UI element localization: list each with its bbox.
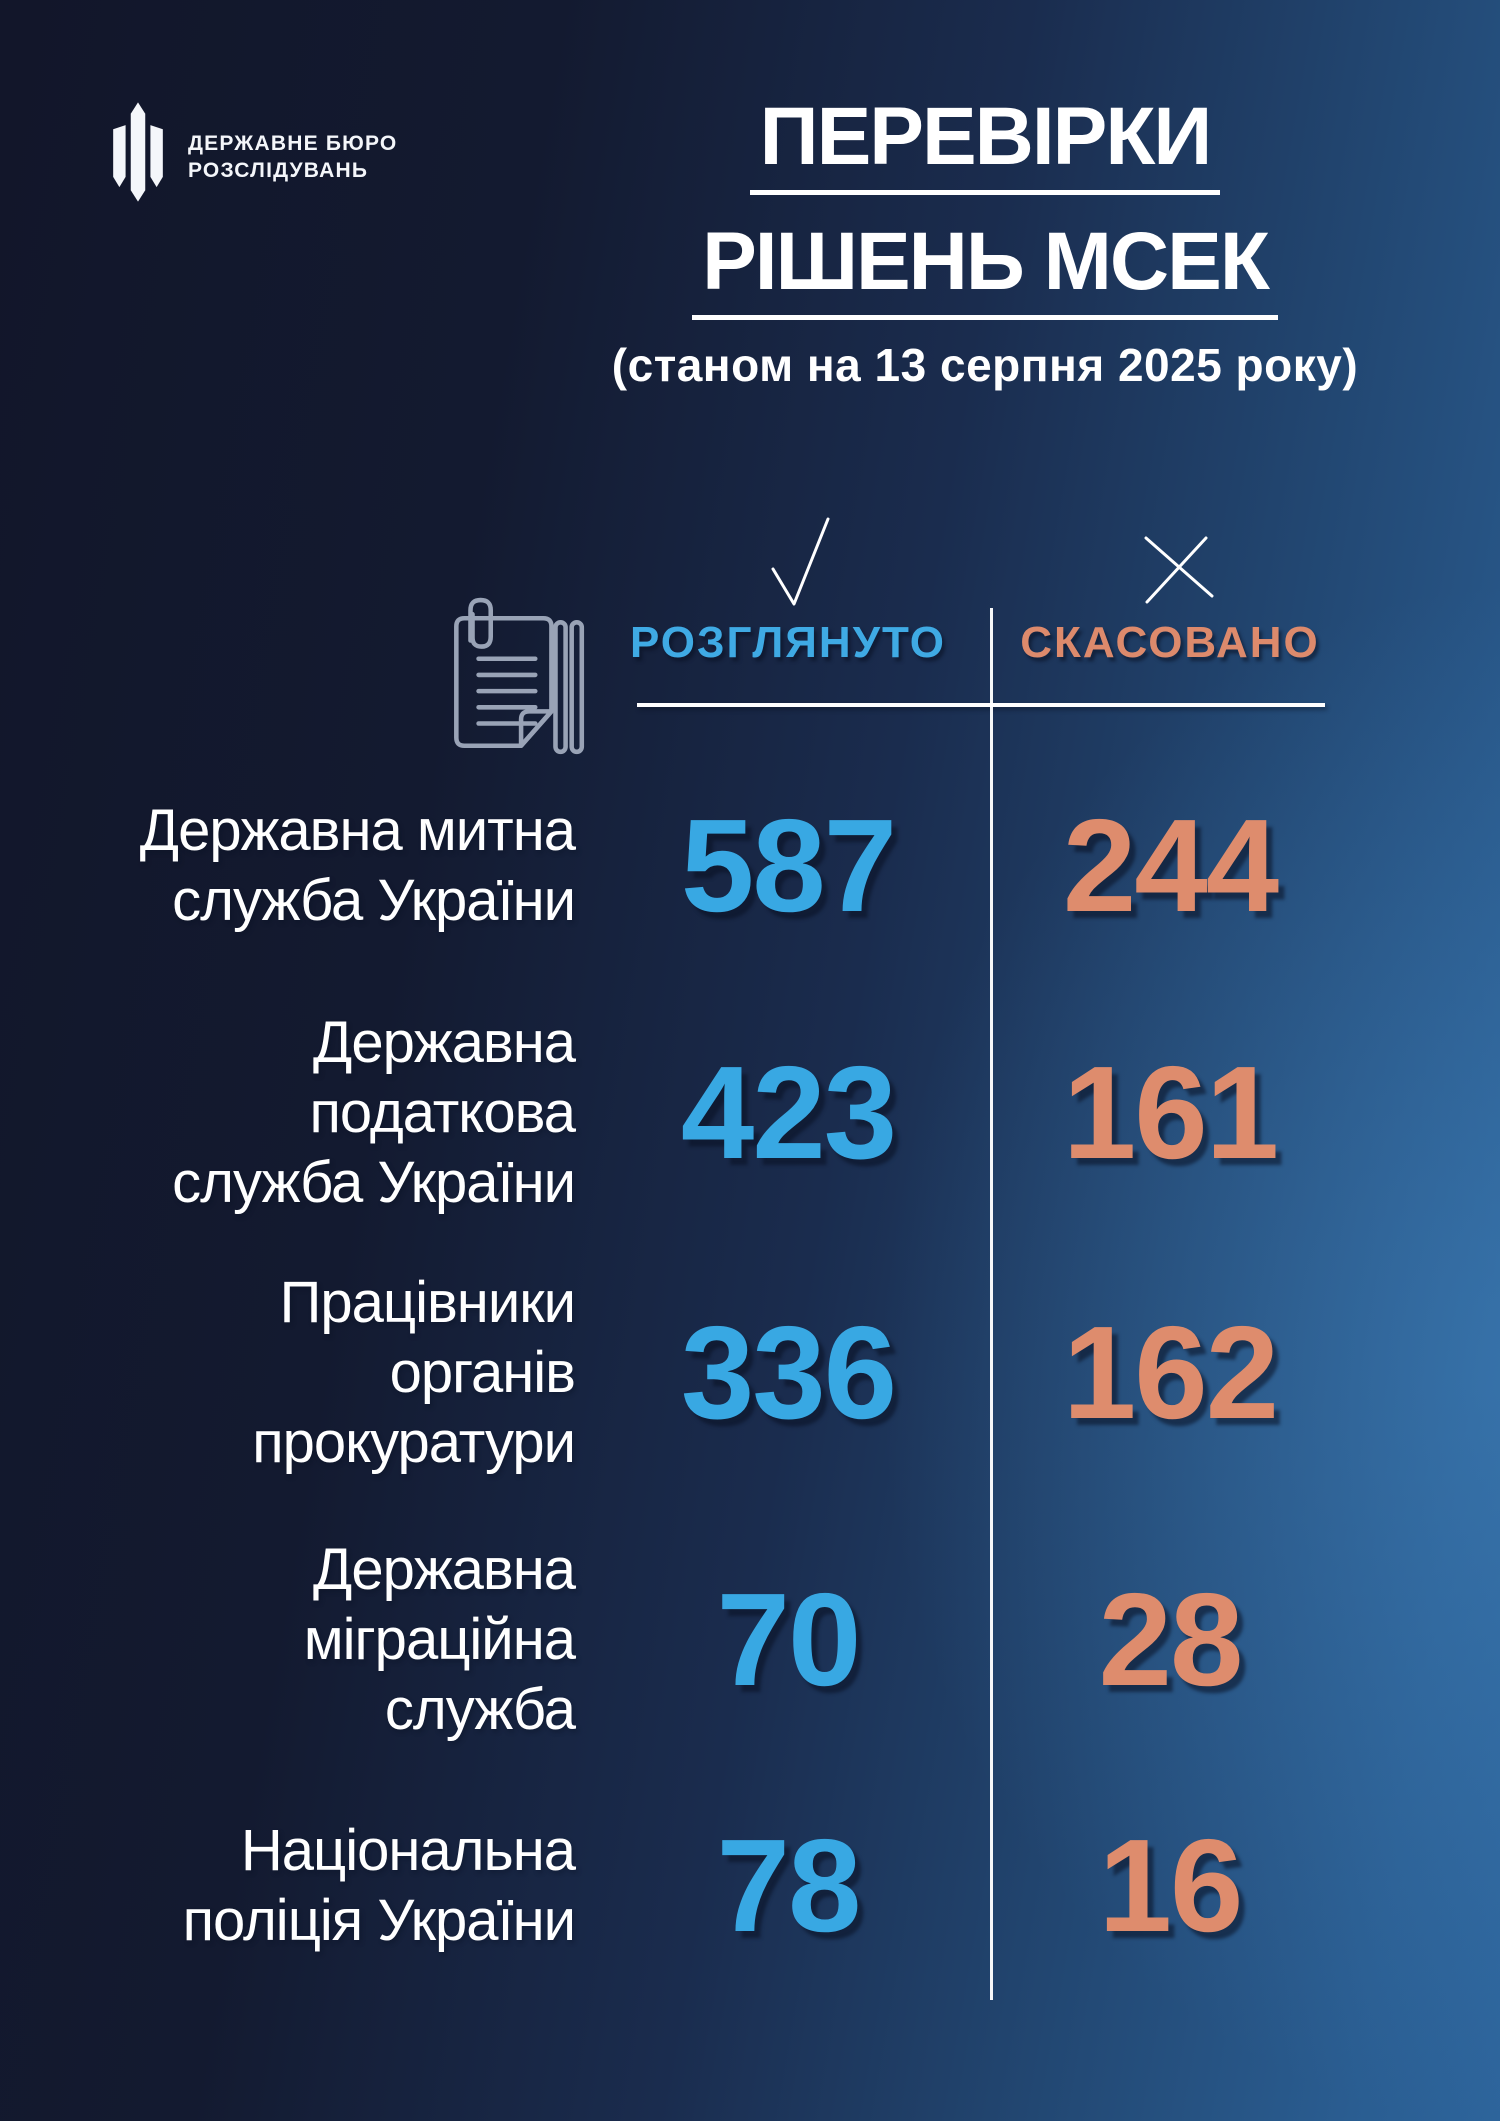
- reviewed-count: 423: [680, 1039, 896, 1186]
- reviewed-column-header: РОЗГЛЯНУТО: [629, 618, 947, 667]
- agency-label: Державна митна служба України: [139, 797, 575, 933]
- title-line2: РІШЕНЬ МСЕК: [692, 221, 1278, 320]
- title-subtitle: (станом на 13 серпня 2025 року): [611, 339, 1359, 391]
- agency-label: Державна податкова служба України: [172, 1010, 575, 1215]
- cancelled-count: 16: [1098, 1811, 1242, 1959]
- cancelled-count: 244: [1062, 791, 1278, 939]
- agency-row: [0, 1808, 1500, 1963]
- agency-row: [0, 1535, 1500, 1745]
- agency-row: [0, 1008, 1500, 1218]
- reviewed-count: 70: [716, 1566, 860, 1713]
- agency-label: Працівники органів прокуратури: [252, 1270, 575, 1475]
- brand-name-line1: ДЕРЖАВНЕ БЮРО: [188, 132, 398, 155]
- brand-name: [188, 130, 397, 184]
- cancelled-column-header: СКАСОВАНО: [1020, 618, 1320, 667]
- reviewed-count: 336: [680, 1299, 896, 1446]
- agency-label: Державна міграційна служба: [303, 1537, 575, 1742]
- reviewed-count: 78: [716, 1811, 860, 1959]
- cancelled-count: 161: [1062, 1039, 1278, 1186]
- documents-icon: [438, 596, 590, 768]
- agency-row: [0, 788, 1500, 943]
- reviewed-count: 587: [680, 791, 896, 939]
- cancelled-count: 28: [1098, 1566, 1242, 1713]
- cancelled-count: 162: [1062, 1299, 1278, 1446]
- x-icon: [1136, 528, 1222, 612]
- brand-name-line2: РОЗСЛІДУВАНЬ: [188, 159, 369, 182]
- page-title: [560, 91, 1410, 392]
- check-icon: [758, 505, 842, 615]
- agency-row: [0, 1268, 1500, 1478]
- agency-label: Національна поліція України: [182, 1817, 575, 1953]
- title-line1: ПЕРЕВІРКИ: [750, 96, 1221, 195]
- dbr-trident-logo: [108, 100, 168, 204]
- header-horizontal-divider: [637, 703, 1325, 707]
